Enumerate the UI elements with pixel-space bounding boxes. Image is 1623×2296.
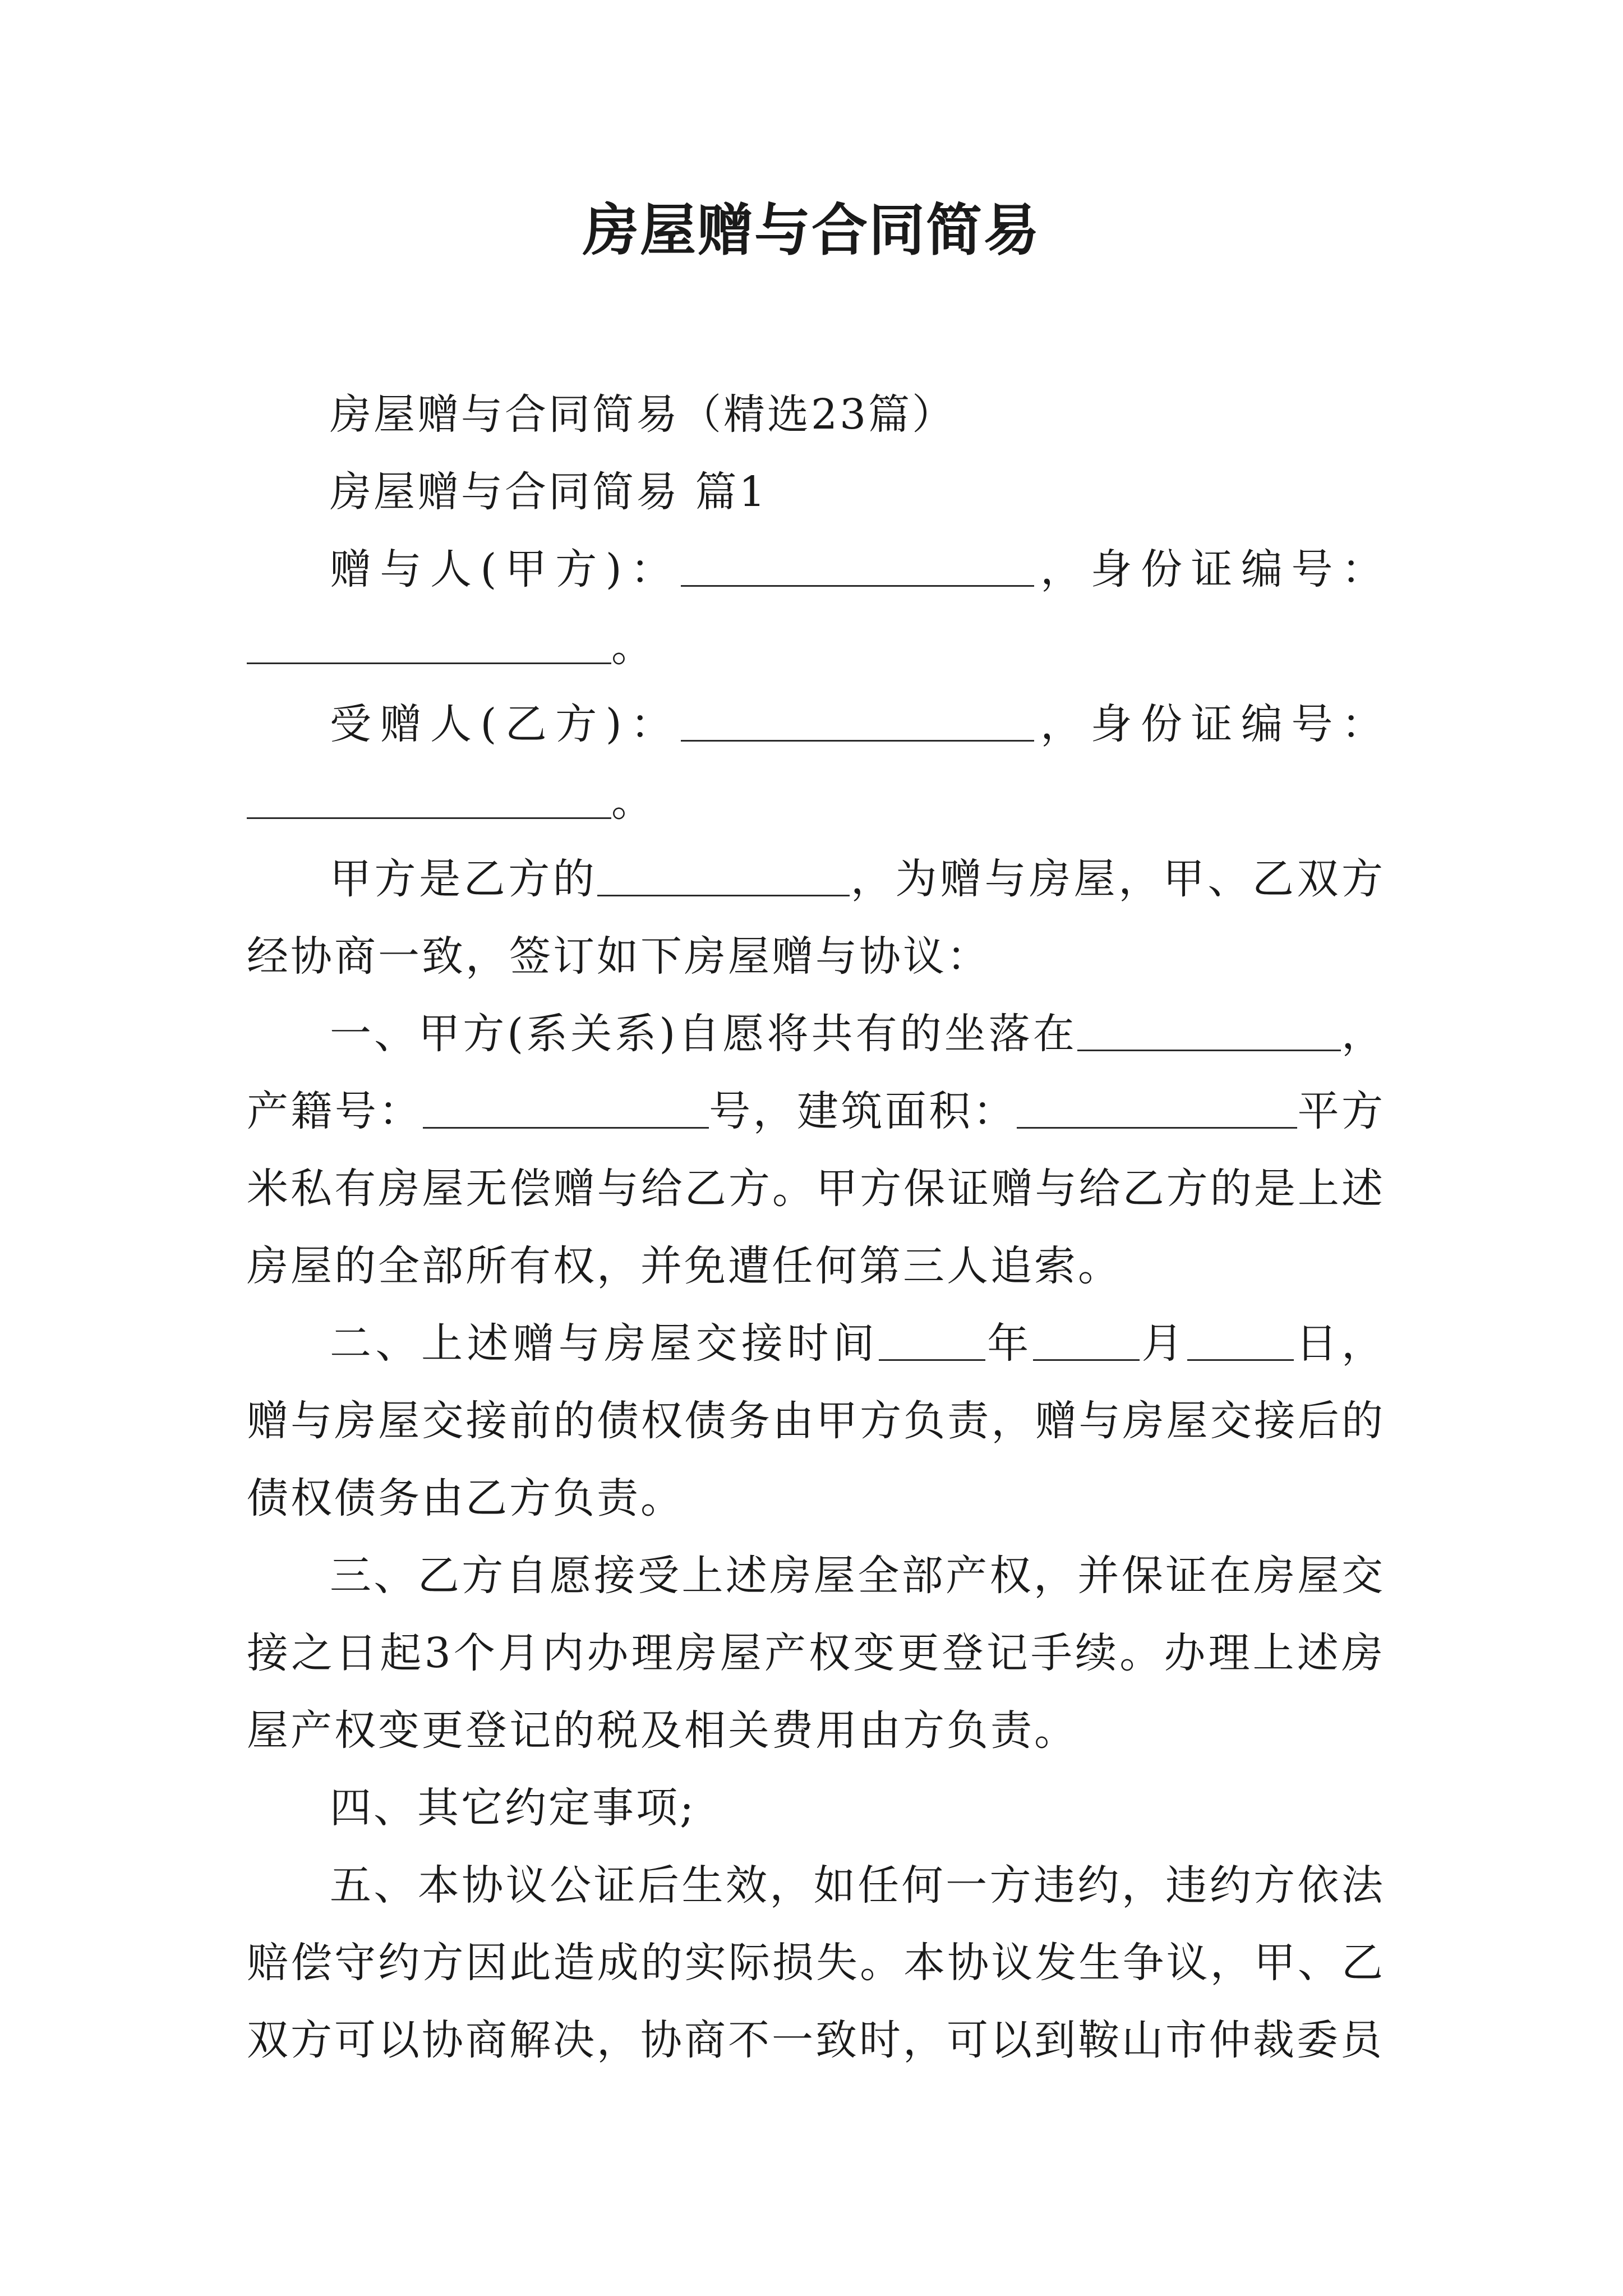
clause-4: 四、其它约定事项; [330,1784,696,1832]
property-number-blank [423,1088,709,1129]
clause-2-part-1: 二、上述赠与房屋交接时间 [330,1319,879,1368]
clause-2 [247,1305,1385,1537]
day-blank [1187,1320,1294,1361]
clause-3: 三、乙方自愿接受上述房屋全部产权，并保证在房屋交接之日起3个月内办理房屋产权变更登记手续。办理上述房屋产权变更登记的税及相关费用由方负责。 [247,1552,1385,1755]
donor-line [247,531,1385,685]
donee-label: 受赠人(乙方)： [330,700,681,748]
document-title: 房屋赠与合同简易 [583,197,1040,263]
donee-id-label: ，身份证编号： [1034,700,1385,748]
donee-id-blank [247,778,611,819]
year-label: 年 [985,1319,1033,1368]
clause-1-part-3: 号，建筑面积： [708,1087,1017,1135]
donee-line [247,685,1385,840]
donor-name-blank [681,546,1034,587]
clause-1-part-2: ，产籍号： [247,1010,1386,1135]
donee-line-end: 。 [611,777,655,826]
relationship-blank [597,855,850,896]
section-heading: 房屋赠与合同简易 篇1 [330,468,768,516]
floor-area-blank [1017,1088,1297,1129]
donor-id-blank [247,623,611,664]
location-blank [1077,1010,1341,1051]
month-blank [1033,1320,1140,1361]
clause-1-part-4: 平方米私有房屋无偿赠与给乙方。甲方保证赠与给乙方的是上述房屋的全部所有权，并免遭任何第三人追索。 [247,1087,1386,1290]
donor-id-label: ，身份证编号： [1034,545,1385,593]
donee-name-blank [681,701,1034,742]
donor-line-end: 。 [611,623,655,671]
year-blank [879,1320,985,1361]
clause-1 [247,995,1385,1305]
donor-label: 赠与人(甲方)： [330,545,681,593]
clause-2-part-2: ，赠与房屋交接前的债权债务由甲方负责，赠与房屋交接后的债权债务由乙方负责。 [247,1319,1386,1522]
intro-text-after: ，为赠与房屋，甲、乙双方经协商一致，签订如下房屋赠与协议： [247,855,1386,981]
intro-text-before: 甲方是乙方的 [330,855,598,903]
document-body [247,376,1385,2079]
day-label: 日 [1293,1319,1342,1368]
month-label: 月 [1139,1319,1187,1368]
clause-5: 五、本协议公证后生效，如任何一方违约，违约方依法赔偿守约方因此造成的实际损失。本协议发生争议，甲、乙双方可以协商解决，协商不一致时，可以到鞍山市仲裁委员 [247,1861,1385,2064]
document-subtitle: 房屋赠与合同简易（精选23篇） [330,390,956,439]
intro-paragraph [247,840,1385,995]
clause-1-part-1: 一、甲方(系关系)自愿将共有的坐落在 [330,1010,1077,1058]
